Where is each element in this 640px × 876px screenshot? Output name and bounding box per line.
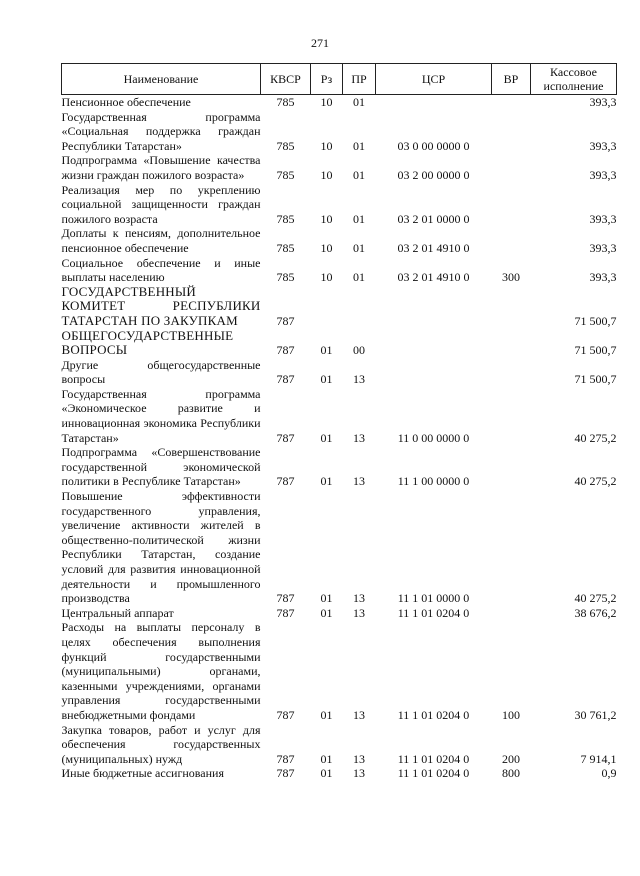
cell-sum: 40 275,2 bbox=[574, 591, 617, 606]
cell-csr: 11 1 01 0204 0 bbox=[397, 751, 470, 766]
cell-pr: 01 bbox=[353, 138, 365, 153]
cell-csr: 03 2 01 0000 0 bbox=[397, 211, 470, 226]
cell-pr: 13 bbox=[353, 605, 365, 620]
cell-pr: 01 bbox=[353, 270, 365, 285]
cell-vr: 300 bbox=[502, 270, 520, 285]
table-row bbox=[62, 723, 617, 767]
table-body bbox=[62, 95, 617, 781]
cell-name: Государственная программа «Экономическое развитие и инновационная экономика Республики Татарстан» bbox=[61, 386, 261, 445]
cell-rz: 01 bbox=[320, 591, 333, 606]
cell-vr bbox=[492, 358, 531, 387]
header-name: Наименование bbox=[62, 64, 261, 95]
cell-name: Государственная программа «Социальная поддержка граждан Республики Татарстан» bbox=[61, 109, 261, 153]
cell-name: Доплаты к пенсиям, дополнительное пенсионное обеспечение bbox=[61, 226, 261, 255]
cell-rz: 01 bbox=[320, 474, 333, 489]
cell-sum: 71 500,7 bbox=[574, 313, 617, 328]
table-row bbox=[62, 489, 617, 606]
cell-sum: 393,3 bbox=[589, 270, 617, 285]
cell-vr: 100 bbox=[502, 707, 520, 722]
cell-kvsr: 785 bbox=[276, 211, 295, 226]
cell-name: Центральный аппарат bbox=[61, 605, 174, 620]
cell-vr bbox=[492, 226, 531, 255]
header-sum: Кассовое исполнение bbox=[531, 64, 617, 95]
cell-rz: 10 bbox=[320, 167, 333, 182]
cell-vr bbox=[492, 387, 531, 445]
cell-vr: 200 bbox=[502, 751, 520, 766]
cell-name: Подпрограмма «Повышение качества жизни граждан пожилого возраста» bbox=[61, 153, 261, 182]
cell-kvsr: 787 bbox=[276, 707, 295, 722]
cell-name: Реализация мер по укреплению социальной защищенности граждан пожилого возраста bbox=[61, 182, 261, 226]
table-row bbox=[62, 110, 617, 154]
cell-csr: 11 1 01 0204 0 bbox=[397, 605, 470, 620]
cell-name: Подпрограмма «Совершенствование государственной экономической политики в Республике Татарстан» bbox=[61, 445, 261, 489]
cell-name: Иные бюджетные ассигнования bbox=[61, 766, 224, 781]
cell-rz: 10 bbox=[320, 138, 333, 153]
cell-pr bbox=[343, 285, 376, 329]
cell-csr: 03 2 01 4910 0 bbox=[397, 240, 470, 255]
cell-csr: 03 0 00 0000 0 bbox=[397, 138, 470, 153]
cell-csr: 11 1 01 0000 0 bbox=[397, 591, 470, 606]
cell-sum: 393,3 bbox=[589, 240, 617, 255]
cell-rz: 01 bbox=[320, 766, 333, 781]
table-row bbox=[62, 766, 617, 781]
cell-rz: 01 bbox=[320, 372, 333, 387]
cell-pr: 00 bbox=[353, 343, 365, 358]
page-number: 271 bbox=[311, 36, 329, 50]
header-pr: ПР bbox=[343, 64, 376, 95]
cell-csr: 11 0 00 0000 0 bbox=[397, 430, 470, 445]
cell-name: ГОСУДАРСТВЕННЫЙ КОМИТЕТ РЕСПУБЛИКИ ТАТАРСТАН ПО ЗАКУПКАМ bbox=[61, 283, 261, 328]
header-csr: ЦСР bbox=[376, 64, 492, 95]
cell-vr: 800 bbox=[502, 766, 520, 781]
cell-rz: 10 bbox=[320, 211, 333, 226]
cell-pr: 13 bbox=[353, 430, 365, 445]
table-row bbox=[62, 387, 617, 445]
cell-sum: 393,3 bbox=[589, 95, 617, 109]
table-row bbox=[62, 183, 617, 227]
cell-vr bbox=[492, 153, 531, 182]
budget-table bbox=[61, 63, 617, 781]
cell-kvsr: 787 bbox=[276, 751, 295, 766]
cell-pr: 01 bbox=[353, 167, 365, 182]
cell-vr bbox=[492, 445, 531, 489]
cell-pr: 13 bbox=[353, 751, 365, 766]
table-row bbox=[62, 606, 617, 621]
cell-csr bbox=[376, 95, 492, 110]
cell-rz: 01 bbox=[320, 707, 333, 722]
cell-name: Расходы на выплаты персоналу в целях обеспечения выполнения функций государственными (муниципальными) органами, казенными учреждениями, органами управления государственными внебюджетными фондами bbox=[61, 620, 261, 722]
cell-pr: 13 bbox=[353, 372, 365, 387]
cell-name: Другие общегосударственные вопросы bbox=[61, 357, 261, 387]
cell-sum: 393,3 bbox=[589, 167, 617, 182]
cell-pr: 13 bbox=[353, 707, 365, 722]
cell-pr: 13 bbox=[353, 474, 365, 489]
cell-sum: 0,9 bbox=[601, 766, 617, 781]
table-row bbox=[62, 445, 617, 489]
cell-csr: 11 1 00 0000 0 bbox=[397, 474, 470, 489]
cell-kvsr: 787 bbox=[276, 343, 295, 358]
cell-rz bbox=[311, 285, 343, 329]
cell-kvsr: 785 bbox=[276, 240, 295, 255]
cell-kvsr: 785 bbox=[276, 270, 295, 285]
cell-sum: 30 761,2 bbox=[574, 707, 617, 722]
header-vr: ВР bbox=[492, 64, 531, 95]
cell-kvsr: 785 bbox=[276, 138, 295, 153]
cell-rz: 10 bbox=[320, 95, 333, 109]
cell-vr bbox=[492, 110, 531, 154]
cell-vr bbox=[492, 606, 531, 621]
cell-sum: 393,3 bbox=[589, 138, 617, 153]
cell-rz: 10 bbox=[320, 270, 333, 285]
cell-name: Повышение эффективности государственного управления, увеличение активности жителей в общественно-политической жизни Республики Татарстан, создание условий для развития инновационной деятельности и промышленного производства bbox=[61, 489, 261, 606]
cell-name: Социальное обеспечение и иные выплаты населению bbox=[61, 255, 261, 285]
cell-csr: 03 2 00 0000 0 bbox=[397, 167, 470, 182]
cell-name: ОБЩЕГОСУДАРСТВЕННЫЕ ВОПРОСЫ bbox=[61, 327, 234, 358]
header-rz: Рз bbox=[311, 64, 343, 95]
table-header-row bbox=[62, 64, 617, 95]
table-row bbox=[62, 153, 617, 182]
cell-name: Закупка товаров, работ и услуг для обеспечения государственных (муниципальных) нужд bbox=[61, 722, 261, 766]
cell-kvsr: 785 bbox=[276, 167, 295, 182]
cell-kvsr: 787 bbox=[276, 766, 295, 781]
cell-csr: 03 2 01 4910 0 bbox=[397, 270, 470, 285]
cell-csr: 11 1 01 0204 0 bbox=[397, 707, 470, 722]
cell-csr: 11 1 01 0204 0 bbox=[397, 766, 470, 781]
table-row bbox=[62, 226, 617, 255]
cell-vr bbox=[492, 489, 531, 606]
cell-kvsr: 787 bbox=[276, 474, 295, 489]
cell-kvsr: 787 bbox=[276, 430, 295, 445]
table-row bbox=[62, 285, 617, 329]
cell-sum: 38 676,2 bbox=[574, 605, 617, 620]
cell-kvsr: 787 bbox=[276, 372, 295, 387]
cell-vr bbox=[492, 329, 531, 358]
cell-pr: 01 bbox=[353, 240, 365, 255]
cell-sum: 40 275,2 bbox=[574, 430, 617, 445]
cell-csr bbox=[376, 329, 492, 358]
cell-csr bbox=[376, 358, 492, 387]
cell-sum: 393,3 bbox=[589, 211, 617, 226]
cell-rz: 01 bbox=[320, 343, 333, 358]
cell-csr bbox=[376, 285, 492, 329]
cell-name: Пенсионное обеспечение bbox=[61, 95, 191, 109]
header-kvsr: КВСР bbox=[261, 64, 311, 95]
cell-sum: 71 500,7 bbox=[574, 372, 617, 387]
table-row bbox=[62, 95, 617, 110]
cell-vr bbox=[492, 95, 531, 110]
table-row bbox=[62, 329, 617, 358]
cell-rz: 01 bbox=[320, 751, 333, 766]
cell-vr bbox=[492, 183, 531, 227]
cell-pr: 01 bbox=[353, 211, 365, 226]
cell-pr: 01 bbox=[353, 95, 365, 109]
cell-pr: 13 bbox=[353, 766, 365, 781]
cell-kvsr: 787 bbox=[276, 591, 295, 606]
cell-rz: 01 bbox=[320, 605, 333, 620]
table-row bbox=[62, 256, 617, 285]
cell-kvsr: 787 bbox=[276, 605, 295, 620]
cell-vr bbox=[492, 285, 531, 329]
cell-kvsr: 785 bbox=[276, 95, 295, 109]
cell-pr: 13 bbox=[353, 591, 365, 606]
cell-kvsr: 787 bbox=[276, 313, 295, 328]
cell-sum: 7 914,1 bbox=[580, 751, 617, 766]
cell-rz: 10 bbox=[320, 240, 333, 255]
cell-rz: 01 bbox=[320, 430, 333, 445]
table-row bbox=[62, 620, 617, 722]
table-row bbox=[62, 358, 617, 387]
cell-sum: 71 500,7 bbox=[574, 343, 617, 358]
cell-sum: 40 275,2 bbox=[574, 474, 617, 489]
